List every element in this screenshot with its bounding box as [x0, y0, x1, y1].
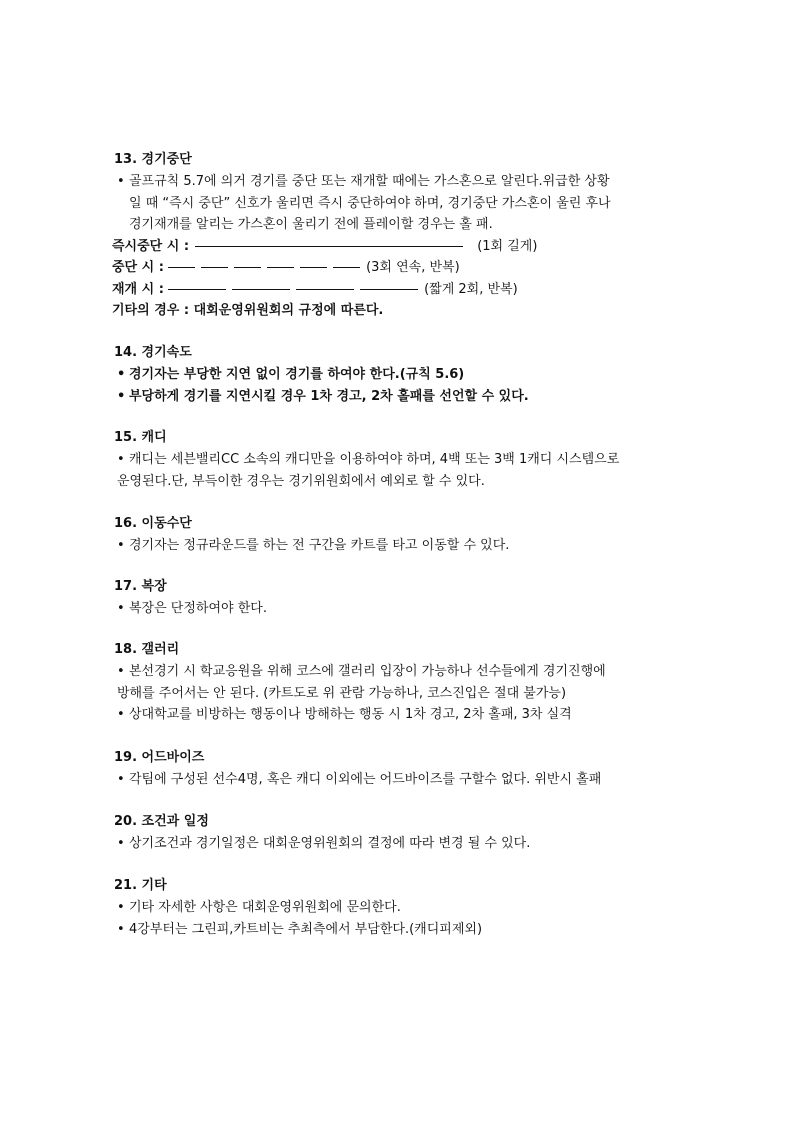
section-17-title: 17. 복장 [114, 579, 167, 594]
section-13-bullet [114, 171, 684, 236]
medium-horn-signal [232, 289, 290, 290]
section-18-title: 18. 갤러리 [114, 642, 180, 657]
long-horn-signal [195, 246, 463, 247]
immediate-stop-label: 즉시중단 시 : [112, 238, 190, 254]
section-17 [114, 577, 684, 620]
short-horn-signal [168, 267, 195, 268]
section-15-title: 15. 캐디 [114, 430, 167, 445]
medium-horn-signal [296, 289, 354, 290]
short-horn-signal [234, 267, 261, 268]
section-20-title: 20. 조건과 일정 [114, 814, 209, 829]
section-15-bullet [114, 449, 684, 471]
section-18-bullet-1-line-1: • 본선경기 시 학교응원을 위해 코스에 갤러리 입장이 가능하나 선수들에게 경기진행에 [129, 664, 606, 679]
section-15 [114, 428, 684, 492]
section-16-bullet-1: • 경기자는 정규라운드를 하는 전 구간을 카트를 타고 이동할 수 있다. [114, 535, 684, 557]
resume-row [112, 279, 684, 301]
section-20 [114, 812, 684, 855]
section-21-bullet-1: • 기타 자세한 사항은 대회운영위원회에 문의한다. [114, 897, 684, 919]
short-horn-signal [201, 267, 228, 268]
short-horn-signal [267, 267, 294, 268]
section-14 [114, 343, 684, 407]
section-13-bullet-line-3: 경기재개를 알리는 가스혼이 울리기 전에 플레이할 경우는 홀 패. [129, 217, 493, 232]
medium-horn-signal [360, 289, 418, 290]
section-15-line-2: 운영된다.단, 부득이한 경우는 경기위원회에서 예외로 할 수 있다. [117, 473, 485, 489]
section-14-bullet-1: • 경기자는 부당한 지연 없이 경기를 하여야 한다.(규칙 5.6) [114, 364, 684, 386]
section-17-bullet-1: • 복장은 단정하여야 한다. [114, 598, 684, 620]
section-18-bullet-1-line-2: 방해를 주어서는 안 된다. (카트도로 위 관람 가능하나, 코스진입은 절대 불가능) [117, 685, 567, 701]
section-19-title: 19. 어드바이즈 [114, 750, 205, 765]
section-18 [114, 640, 684, 726]
section-16-title: 16. 이동수단 [114, 516, 192, 531]
short-horn-signal [333, 267, 360, 268]
section-21 [114, 876, 684, 940]
stop-row [112, 257, 684, 279]
other-case-text: 기타의 경우 : 대회운영위원회의 규정에 따른다. [112, 303, 384, 318]
section-13-bullet-line-1: • 골프규칙 5.7에 의거 경기를 중단 또는 재개할 때에는 가스혼으로 알린다.위급한 상황 [129, 174, 610, 189]
section-16 [114, 514, 684, 557]
stop-note: (3회 연속, 반복) [366, 260, 460, 275]
section-19 [114, 748, 684, 791]
immediate-stop-row [112, 236, 684, 258]
short-horn-signal [300, 267, 327, 268]
section-15-line-1: • 캐디는 세븐밸리CC 소속의 캐디만을 이용하여야 하며, 4백 또는 3백 1캐디 시스템으로 [129, 452, 620, 467]
section-21-bullet-2: • 4강부터는 그린피,카트비는 추최측에서 부담한다.(캐디피제외) [114, 919, 684, 941]
medium-horn-signal [168, 289, 226, 290]
section-18-bullet-2: • 상대학교를 비방하는 행동이나 방해하는 행동 시 1차 경고, 2차 홀패, 3차 실격 [114, 704, 684, 726]
section-13-title: 13. 경기중단 [114, 152, 192, 167]
section-18-bullet-1 [114, 661, 684, 683]
resume-note: (짧게 2회, 반복) [424, 281, 518, 297]
immediate-stop-note: (1회 길게) [477, 238, 538, 254]
section-13 [114, 150, 684, 322]
section-14-bullet-2: • 부당하게 경기를 지연시킬 경우 1차 경고, 2차 홀패를 선언할 수 있다. [114, 386, 684, 408]
stop-label: 중단 시 : [112, 260, 164, 275]
resume-label: 재개 시 : [112, 281, 164, 297]
section-14-title: 14. 경기속도 [114, 345, 192, 360]
section-19-bullet-1: • 각팀에 구성된 선수4명, 혹은 캐디 이외에는 어드바이즈를 구할수 없다. 위반시 홀패 [114, 769, 684, 791]
section-21-title: 21. 기타 [114, 878, 167, 893]
section-13-bullet-line-2: 일 때 “즉시 중단” 신호가 울리면 즉시 중단하여야 하며, 경기중단 가스혼이 울린 후나 [129, 195, 611, 211]
section-20-bullet-1: • 상기조건과 경기일정은 대회운영위원회의 결정에 따라 변경 될 수 있다. [114, 833, 684, 855]
